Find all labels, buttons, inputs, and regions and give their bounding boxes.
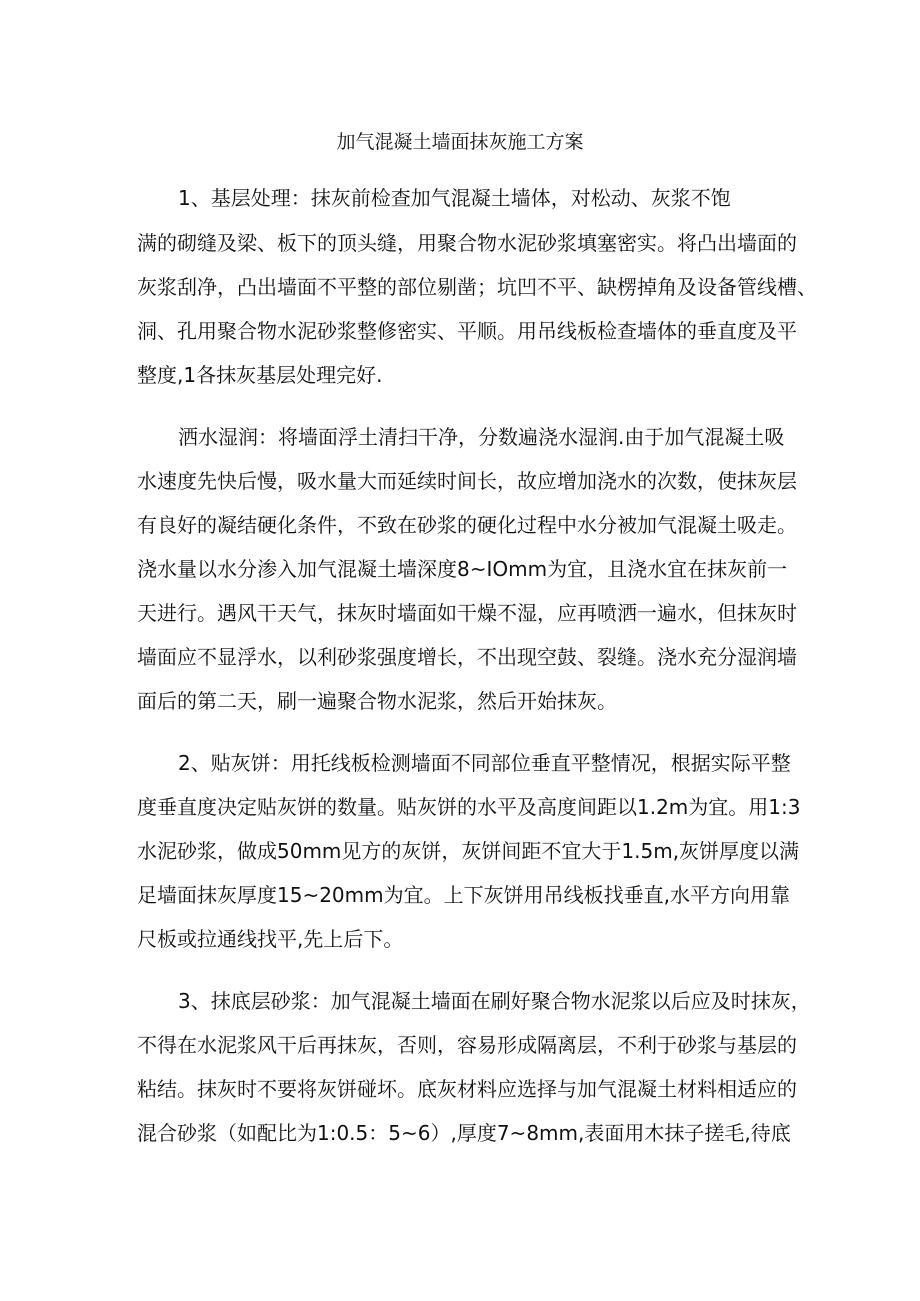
text-line: 3、抹底层砂浆：加气混凝土墙面在刷好聚合物水泥浆以后应及时抹灰， [178,989,811,1013]
text-line: 足墙面抹灰厚度15~20mm为宜。上下灰饼用吊线板找垂直,水平方向用靠 [137,883,790,907]
text-line: 尺板或拉通线找平,先上后下。 [137,927,404,951]
text-line: 1、基层处理：抹灰前检查加气混凝土墙体，对松动、灰浆不饱 [178,186,731,210]
text-line: 浇水量以水分渗入加气混凝土墙深度8~IOmm为宜，且浇水宜在抹灰前一 [137,557,788,581]
text-line: 面后的第二天，刷一遍聚合物水泥浆，然后开始抹灰。 [137,689,617,713]
text-line: 不得在水泥浆风干后再抹灰，否则，容易形成隔离层，不利于砂浆与基层的 [137,1033,797,1057]
text-line: 灰浆刮净，凸出墙面不平整的部位剔凿；坑凹不平、缺楞掉角及设备管线槽、 [137,275,817,299]
text-line: 天进行。遇风干天气，抹灰时墙面如干燥不湿，应再喷洒一遍水，但抹灰时 [137,601,797,625]
text-line: 洞、孔用聚合物水泥砂浆整修密实、平顺。用吊线板检查墙体的垂直度及平 [137,319,797,343]
document-title: 加气混凝土墙面抹灰施工方案 [336,131,584,153]
text-line: 有良好的凝结硬化条件，不致在砂浆的硬化过程中水分被加气混凝土吸走。 [137,513,797,537]
text-line: 墙面应不显浮水，以利砂浆强度增长，不出现空鼓、裂缝。浇水充分湿润墙 [137,645,797,669]
text-line: 2、贴灰饼：用托线板检测墙面不同部位垂直平整情况，根据实际平整 [178,751,791,775]
text-line: 混合砂浆（如配比为1:0.5：5~6）,厚度7~8mm,表面用木抹子搓毛,待底 [137,1121,791,1145]
text-line: 水泥砂浆，做成50mm见方的灰饼，灰饼间距不宜大于1.5m,灰饼厚度以满 [137,839,800,863]
text-line: 水速度先快后慢，吸水量大而延续时间长，故应增加浇水的次数，使抹灰层 [137,469,797,493]
text-line: 洒水湿润：将墙面浮土清扫干净，分数遍浇水湿润.由于加气混凝土吸 [178,425,785,449]
text-line: 满的砌缝及梁、板下的顶头缝，用聚合物水泥砂浆填塞密实。将凸出墙面的 [137,231,797,255]
text-line: 粘结。抹灰时不要将灰饼碰坏。底灰材料应选择与加气混凝土材料相适应的 [137,1077,797,1101]
text-line: 整度,1各抹灰基层处理完好. [137,363,383,387]
text-line: 度垂直度决定贴灰饼的数量。贴灰饼的水平及高度间距以1.2m为宜。用1:3 [137,795,801,819]
